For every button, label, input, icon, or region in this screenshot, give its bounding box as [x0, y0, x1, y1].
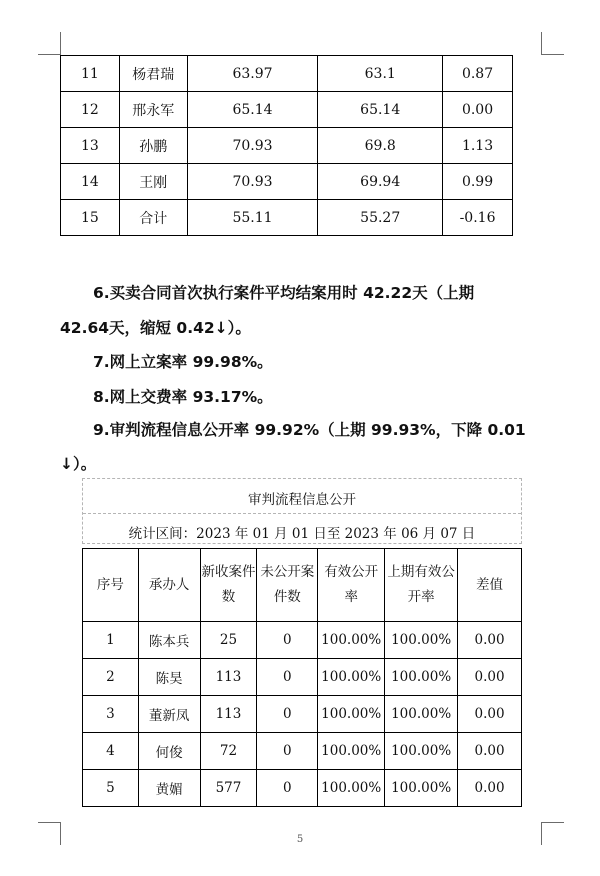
handler-name: 董新凤: [138, 696, 200, 733]
new-cases: 25: [200, 622, 257, 659]
judge-stats-table: [60, 55, 513, 236]
col-header-undisclosed: 未公开案件数: [257, 549, 318, 622]
crop-mark-top-right: [541, 32, 564, 55]
col-header-new-cases: 新收案件数: [200, 549, 257, 622]
undisclosed-cases: 0: [257, 733, 318, 770]
judge-name: 王刚: [119, 164, 187, 200]
previous-rate: 100.00%: [385, 622, 458, 659]
new-cases: 72: [200, 733, 257, 770]
table-row: [61, 56, 513, 92]
difference: 0.00: [458, 659, 522, 696]
previous-rate: 100.00%: [385, 659, 458, 696]
handler-name: 陈本兵: [138, 622, 200, 659]
table-row: [61, 92, 513, 128]
handler-name: 陈昊: [138, 659, 200, 696]
previous-rate: 100.00%: [385, 733, 458, 770]
current-value: 63.97: [187, 56, 318, 92]
handler-name: 黄媚: [138, 770, 200, 807]
table-row: [61, 128, 513, 164]
judge-name: 杨君瑞: [119, 56, 187, 92]
judge-name: 合计: [119, 200, 187, 236]
current-value: 55.11: [187, 200, 318, 236]
table-row: [61, 200, 513, 236]
difference: 0.00: [458, 622, 522, 659]
new-cases: 113: [200, 659, 257, 696]
disclosure-rate: 100.00%: [318, 770, 385, 807]
difference: 0.00: [458, 770, 522, 807]
table-row: [83, 770, 522, 807]
undisclosed-cases: 0: [257, 696, 318, 733]
difference: 0.99: [443, 164, 513, 200]
paragraph-6-line-2: 42.64天，缩短 0.42↓）。: [60, 319, 251, 337]
previous-value: 63.1: [318, 56, 443, 92]
undisclosed-cases: 0: [257, 622, 318, 659]
paragraph-9-line-1: 9.审判流程信息公开率 99.92%（上期 99.93%，下降 0.01: [93, 421, 526, 439]
table-row: [61, 164, 513, 200]
process-disclosure-table: [82, 548, 522, 807]
disclosure-rate: 100.00%: [318, 696, 385, 733]
row-index: 5: [83, 770, 139, 807]
table-row: [83, 733, 522, 770]
paragraph-6-line-1: 6.买卖合同首次执行案件平均结案用时 42.22天（上期: [93, 284, 475, 302]
current-value: 70.93: [187, 164, 318, 200]
handler-name: 何俊: [138, 733, 200, 770]
difference: 0.00: [443, 92, 513, 128]
new-cases: 113: [200, 696, 257, 733]
table-caption-box: [82, 478, 522, 544]
current-value: 70.93: [187, 128, 318, 164]
row-index: 15: [61, 200, 120, 236]
row-index: 1: [83, 622, 139, 659]
difference: 0.00: [458, 733, 522, 770]
table-row: [83, 659, 522, 696]
col-header-index: 序号: [83, 549, 139, 622]
difference: -0.16: [443, 200, 513, 236]
undisclosed-cases: 0: [257, 770, 318, 807]
page-number: 5: [296, 834, 304, 845]
paragraph-8: 8.网上交费率 93.17%。: [93, 388, 273, 406]
row-index: 12: [61, 92, 120, 128]
paragraph-9-line-2: ↓）。: [60, 455, 97, 473]
row-index: 4: [83, 733, 139, 770]
previous-value: 55.27: [318, 200, 443, 236]
previous-value: 65.14: [318, 92, 443, 128]
table-row: [83, 696, 522, 733]
difference: 0.87: [443, 56, 513, 92]
new-cases: 577: [200, 770, 257, 807]
difference: 1.13: [443, 128, 513, 164]
table-title: 审判流程信息公开: [248, 492, 356, 508]
disclosure-rate: 100.00%: [318, 733, 385, 770]
row-index: 11: [61, 56, 120, 92]
row-index: 2: [83, 659, 139, 696]
row-index: 13: [61, 128, 120, 164]
row-index: 3: [83, 696, 139, 733]
crop-mark-top-left: [38, 32, 61, 55]
col-header-prev-rate: 上期有效公开率: [385, 549, 458, 622]
current-value: 65.14: [187, 92, 318, 128]
judge-name: 孙鹏: [119, 128, 187, 164]
previous-value: 69.94: [318, 164, 443, 200]
table-row: [83, 622, 522, 659]
col-header-handler: 承办人: [138, 549, 200, 622]
disclosure-rate: 100.00%: [318, 659, 385, 696]
paragraph-7: 7.网上立案率 99.98%。: [93, 353, 273, 371]
date-range: 统计区间：2023 年 01 月 01 日至 2023 年 06 月 07 日: [128, 526, 476, 542]
row-index: 14: [61, 164, 120, 200]
disclosure-rate: 100.00%: [318, 622, 385, 659]
divider: [83, 513, 521, 514]
col-header-rate: 有效公开率: [318, 549, 385, 622]
col-header-diff: 差值: [458, 549, 522, 622]
undisclosed-cases: 0: [257, 659, 318, 696]
header-row: [83, 549, 522, 622]
previous-rate: 100.00%: [385, 696, 458, 733]
previous-value: 69.8: [318, 128, 443, 164]
previous-rate: 100.00%: [385, 770, 458, 807]
judge-name: 邢永军: [119, 92, 187, 128]
difference: 0.00: [458, 696, 522, 733]
